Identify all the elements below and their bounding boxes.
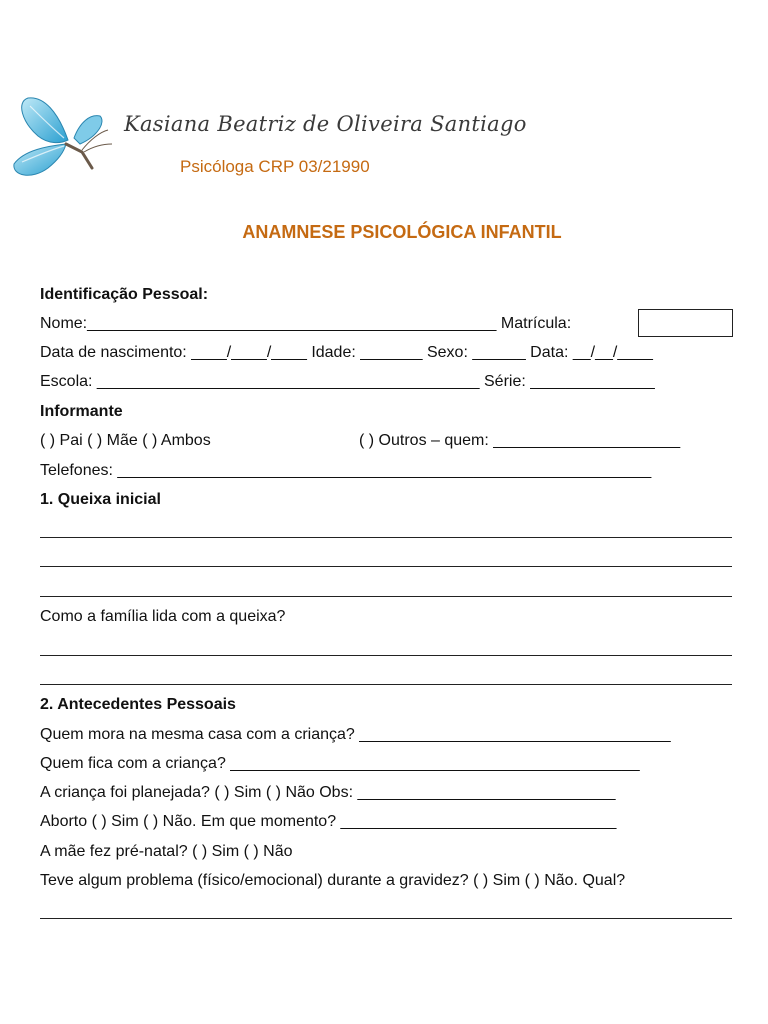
mora-field[interactable]: Quem mora na mesma casa com a criança? ___________________________________ xyxy=(40,726,671,743)
answer-line[interactable] xyxy=(40,566,732,567)
answer-line[interactable] xyxy=(40,684,732,685)
document-title: ANAMNESE PSICOLÓGICA INFANTIL xyxy=(242,222,562,242)
identificacao-heading: Identificação Pessoal: xyxy=(40,286,209,303)
informante-options[interactable]: ( ) Pai ( ) Mãe ( ) Ambos xyxy=(40,432,211,449)
queixa-heading: 1. Queixa inicial xyxy=(40,491,161,508)
answer-line[interactable] xyxy=(40,537,732,538)
escola-field[interactable]: Escola: ___________________________________________ Série: ______________ xyxy=(40,373,655,390)
answer-line[interactable] xyxy=(40,655,732,656)
telefones-field[interactable]: Telefones: ____________________________________________________________ xyxy=(40,462,652,479)
aborto-field[interactable]: Aborto ( ) Sim ( ) Não. Em que momento? _______________________________ xyxy=(40,813,617,830)
nome-field[interactable]: Nome:______________________________________________ Matrícula: xyxy=(40,315,572,332)
data-nascimento-field[interactable]: Data de nascimento: ____/____/____ Idade: _______ Sexo: ______ Data: __/__/____ xyxy=(40,344,653,361)
fica-field[interactable]: Quem fica com a criança? ______________________________________________ xyxy=(40,755,640,772)
answer-line[interactable] xyxy=(40,918,732,919)
familia-question: Como a família lida com a queixa? xyxy=(40,608,286,625)
prenatal-field[interactable]: A mãe fez pré-natal? ( ) Sim ( ) Não xyxy=(40,843,293,860)
informante-outros[interactable]: ( ) Outros – quem: _____________________ xyxy=(359,432,681,449)
matricula-box[interactable] xyxy=(638,309,733,337)
problema-field[interactable]: Teve algum problema (físico/emocional) durante a gravidez? ( ) Sim ( ) Não. Qual? xyxy=(40,872,626,889)
crp-registration: Psicóloga CRP 03/21990 xyxy=(180,157,370,176)
answer-line[interactable] xyxy=(40,596,732,597)
antecedentes-heading: 2. Antecedentes Pessoais xyxy=(40,696,236,713)
butterfly-icon xyxy=(8,92,114,184)
planejada-field[interactable]: A criança foi planejada? ( ) Sim ( ) Não Obs: _____________________________ xyxy=(40,784,616,801)
informante-heading: Informante xyxy=(40,403,123,420)
psychologist-name: Kasiana Beatriz de Oliveira Santiago xyxy=(124,112,527,136)
